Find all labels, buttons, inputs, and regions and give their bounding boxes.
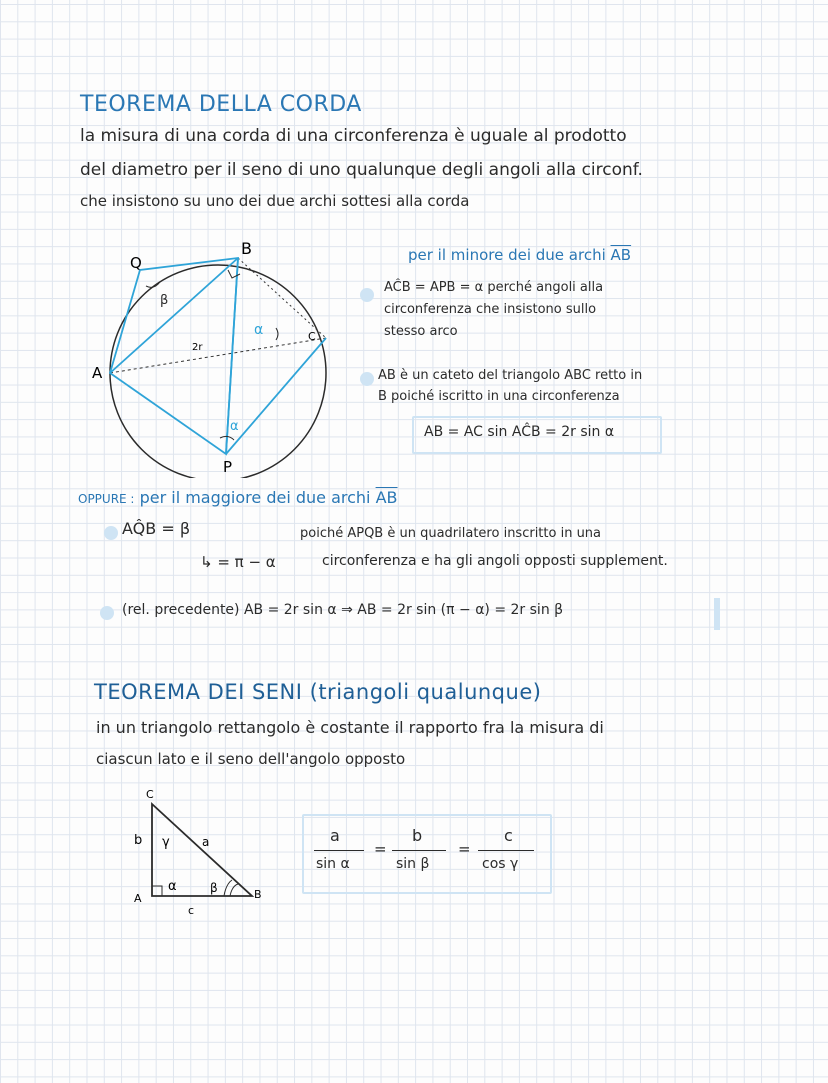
fraction-3-numerator: c [504, 826, 513, 845]
angle-aqb-equation: AQ̂B = β [122, 519, 191, 538]
angle-beta-arc-2 [230, 884, 238, 896]
bullet-dot [104, 526, 118, 540]
right-triangle-figure [120, 784, 280, 924]
minor-arc-heading [408, 246, 631, 264]
fraction-2-bar [392, 850, 446, 851]
bullet-dot [100, 606, 114, 620]
segment-bc [238, 258, 326, 338]
major-arc-heading-prefix: per il maggiore dei due archi [139, 488, 376, 507]
minor-point-2-line-1: AB è un cateto del triangolo ABC retto in [378, 368, 643, 383]
fraction-3-denominator: cos γ [482, 856, 519, 872]
vertex-b: B [254, 888, 262, 901]
segment-cp [226, 338, 326, 454]
fraction-1-bar [314, 850, 364, 851]
major-formula: (rel. precedente) AB = 2r sin α ⇒ AB = 2r sin (π − α) = 2r sin β [122, 602, 564, 618]
fraction-3-bar [478, 850, 534, 851]
label-2r: 2r [192, 342, 203, 353]
vertex-c: C [146, 788, 154, 801]
side-b: b [134, 833, 143, 848]
chord-statement-line-3: che insistono su uno dei due archi sottesi alla corda [80, 192, 470, 210]
sines-statement-line-1: in un triangolo rettangolo è costante il rapporto fra la misura di [96, 718, 604, 737]
label-alpha-p: α [230, 419, 239, 434]
major-arc-heading [78, 488, 398, 507]
fraction-2-numerator: b [412, 826, 423, 845]
bullet-dot [360, 288, 374, 302]
side-c: c [188, 904, 195, 917]
minor-arc-heading-arc: $\overline{AB}$ [610, 246, 632, 264]
right-angle-a [152, 886, 162, 896]
reason-line-1: poiché APQB è un quadrilatero inscritto in una [300, 526, 602, 541]
chord-statement-line-2: del diametro per il seno di uno qualunque degli angoli alla circonf. [80, 160, 643, 180]
label-alpha-c: α [254, 322, 264, 338]
minor-arc-heading-prefix: per il minore dei due archi [408, 246, 611, 264]
chord-statement-line-1: la misura di una corda di una circonferenza è uguale al prodotto [80, 126, 627, 146]
fraction-1-denominator: sin α [316, 856, 350, 872]
formula-highlight-mark [714, 598, 720, 630]
angle-gamma: γ [162, 835, 170, 850]
reason-line-2: circonferenza e ha gli angoli opposti supplement. [322, 553, 668, 569]
minor-point-1-line-3: stesso arco [384, 324, 458, 339]
inscribed-circle-figure [80, 238, 340, 478]
pi-minus-alpha: ↳ = π − α [200, 553, 276, 571]
label-q: Q [130, 254, 142, 272]
label-a: A [92, 364, 103, 382]
minor-formula: AB = AC sin AĈB = 2r sin α [424, 424, 615, 440]
chord-theorem-title: TEOREMA DELLA CORDA [80, 92, 362, 117]
side-a: a [202, 835, 210, 849]
angle-c-arc [276, 328, 278, 340]
oppure-label: OPPURE : [78, 492, 135, 506]
minor-point-2-line-2: B poiché iscritto in una circonferenza [378, 389, 620, 404]
major-arc-heading-arc: $\overline{AB}$ [375, 488, 398, 507]
right-angle-b [228, 270, 240, 278]
fraction-1-numerator: a [330, 826, 340, 845]
triangle-abc [152, 804, 252, 896]
bullet-dot [360, 372, 374, 386]
minor-point-1-line-2: circonferenza che insistono sullo [384, 302, 597, 317]
vertex-a: A [134, 892, 142, 905]
minor-point-1-line-1: AĈB = APB = α perché angoli alla [384, 280, 604, 295]
label-p: P [223, 458, 233, 476]
angle-beta: β [210, 881, 218, 895]
label-b: B [241, 239, 252, 258]
label-c: C [308, 330, 316, 343]
fraction-2-denominator: sin β [396, 856, 430, 872]
equals-2: = [458, 840, 471, 858]
sines-statement-line-2: ciascun lato e il seno dell'angolo opposto [96, 750, 406, 768]
equals-1: = [374, 840, 387, 858]
label-beta: β [160, 293, 169, 308]
angle-alpha: α [168, 879, 177, 894]
circumference [110, 265, 326, 478]
sines-theorem-title: TEOREMA DEI SENI (triangoli qualunque) [94, 680, 542, 704]
